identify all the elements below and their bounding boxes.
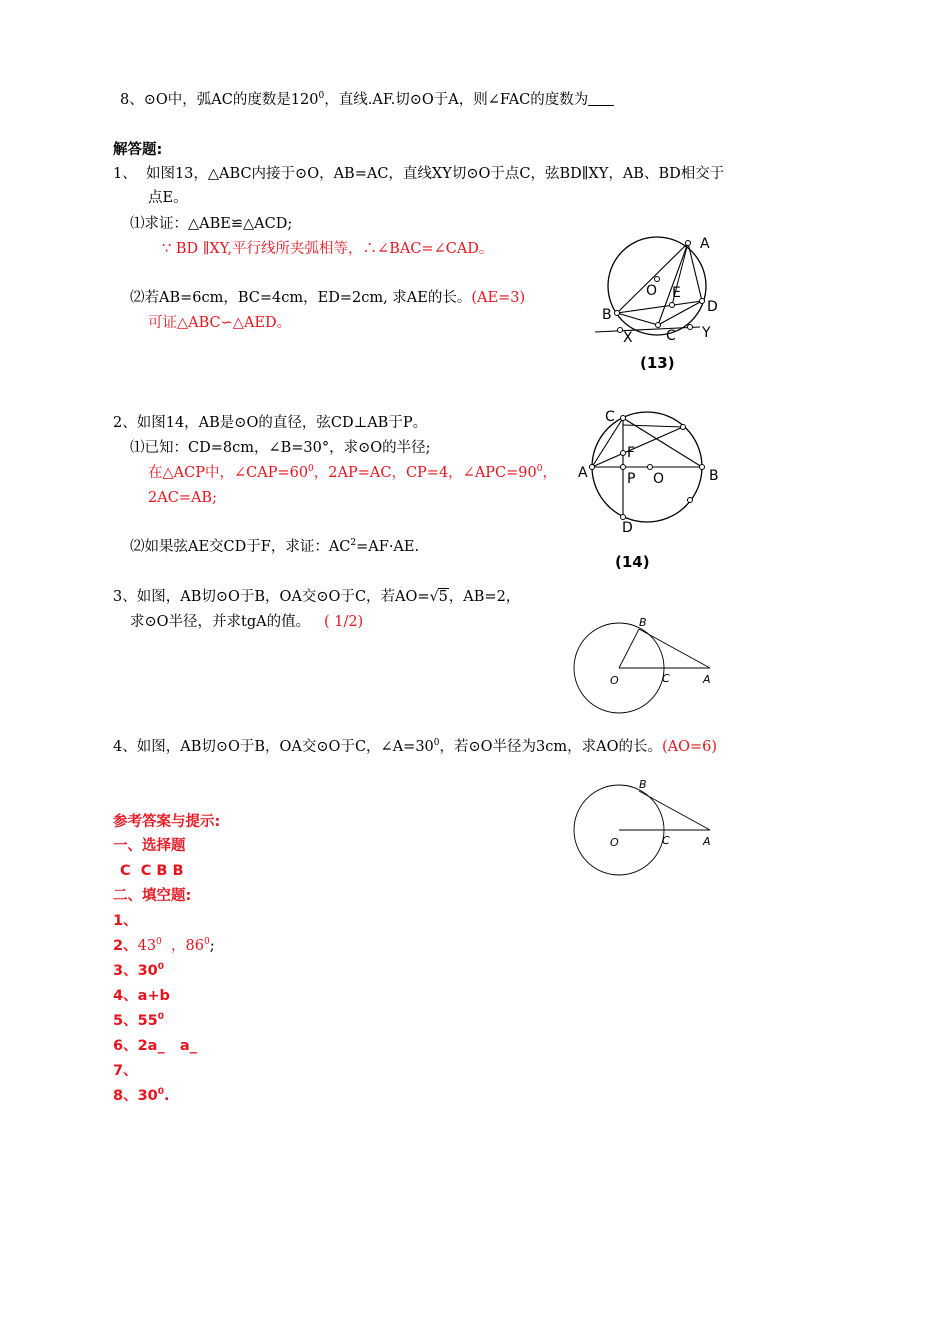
problem-number: 4、	[113, 739, 137, 755]
label-d: D	[622, 520, 633, 536]
problem-text: =AF·AE.	[356, 539, 420, 555]
problem-2-hint-2: 2AC=AB;	[148, 490, 217, 506]
point-mark	[688, 498, 693, 503]
point-b	[615, 311, 620, 316]
tangent-ab	[639, 791, 710, 830]
problem-number: 3、	[113, 589, 137, 605]
problem-text: 如图14，AB是⊙O的直径，弦CD⊥AB于P。	[136, 415, 428, 431]
problem-text: 如图，AB切⊙O于B，OA交⊙O于C，∠A=30	[136, 739, 434, 755]
superscript: 2	[350, 538, 357, 548]
fill-answer-8	[113, 1086, 170, 1106]
label-b: B	[639, 778, 647, 791]
superscript: 0	[157, 962, 165, 972]
choice-values: C C B B	[120, 863, 184, 879]
problem-1-line-1	[113, 164, 724, 184]
problem-2-hint-1	[148, 463, 557, 483]
label-a: A	[703, 835, 711, 848]
chord-bd	[617, 301, 702, 313]
figure-problem-4	[570, 772, 720, 882]
label-f: F	[627, 445, 636, 461]
section-title: 解答题:	[113, 142, 163, 158]
label-a: A	[578, 465, 588, 481]
point-c	[656, 323, 661, 328]
fill-answer-3	[113, 961, 164, 981]
label-b: B	[639, 616, 647, 629]
superscript: 0	[157, 1087, 165, 1097]
label-o: O	[646, 283, 658, 299]
problem-1-line-2: 点E。	[148, 190, 188, 206]
question-text: ，直线.AF.切⊙O于A，则∠FAC的度数为	[324, 92, 589, 108]
label-o: O	[610, 674, 619, 687]
point-d	[621, 515, 626, 520]
label-p: P	[627, 471, 636, 487]
answer-value: 30	[137, 963, 158, 979]
answer-number: 8、	[113, 1088, 138, 1104]
segment-bc	[617, 313, 658, 325]
segment-top	[623, 425, 683, 427]
tangent-line-xy	[595, 327, 700, 332]
problem-number: 2、	[113, 415, 137, 431]
label-a: A	[703, 673, 711, 686]
figure-14	[575, 405, 725, 575]
label-x: X	[623, 330, 633, 346]
point-y	[688, 325, 693, 330]
label-c: C	[662, 672, 670, 685]
label-b: B	[602, 307, 612, 323]
answer-value: 55	[137, 1013, 158, 1029]
problem-text: ，AB=2，	[448, 589, 521, 605]
tangent-ab	[639, 629, 710, 668]
problem-3-line-1	[113, 587, 520, 607]
superscript: 0	[157, 1012, 165, 1022]
label-d: D	[707, 299, 718, 315]
problem-1-part-2	[130, 288, 525, 308]
hint-text: 在△ACP中，∠CAP=60	[148, 465, 309, 481]
answer-value: ;	[209, 938, 215, 954]
answer-text: ( 1/2)	[323, 614, 364, 630]
answers-title: 参考答案与提示:	[113, 814, 221, 830]
segment-ac	[658, 243, 688, 325]
problem-2-part-1: ⑴已知：CD=8cm，∠B=30°，求⊙O的半径;	[130, 440, 431, 456]
superscript: 0	[318, 91, 325, 101]
label-o: O	[610, 836, 619, 849]
problem-2-part-2	[130, 537, 419, 557]
fill-answer-5	[113, 1011, 164, 1031]
answer-number: 7、	[113, 1063, 138, 1079]
answer-text: (AO=6)	[662, 739, 718, 755]
sqrt-value: 5	[438, 589, 448, 605]
label-c: C	[605, 409, 615, 425]
fill-answer-7	[113, 1061, 138, 1081]
hint-text: ，2AP=AC，CP=4，∠APC=90	[313, 465, 537, 481]
point-o	[655, 277, 660, 282]
problem-3-line-2	[130, 612, 363, 632]
point-e	[681, 425, 686, 430]
label-c: C	[662, 834, 670, 847]
fill-title: 二、填空题:	[113, 888, 192, 904]
answer-value: 30	[137, 1088, 158, 1104]
hint-text: ，	[542, 465, 557, 481]
point-c	[621, 416, 626, 421]
choice-title: 一、选择题	[113, 838, 186, 854]
answer-text: (AE=3)	[471, 290, 526, 306]
sqrt-expression: √ 5	[429, 589, 448, 605]
label-o: O	[653, 471, 665, 487]
answer-number: 5、	[113, 1013, 138, 1029]
label-e: E	[672, 285, 681, 301]
answer-value: .	[164, 1088, 170, 1104]
superscript: 0	[156, 937, 162, 947]
problem-4	[113, 737, 717, 757]
point-b	[700, 465, 705, 470]
point-e	[670, 303, 675, 308]
figure-problem-3	[570, 610, 720, 720]
point-f	[621, 451, 626, 456]
problem-text: ⑵若AB=6cm，BC=4cm，ED=2cm, 求AE的长。	[130, 290, 472, 306]
answer-value: 2a_ a_	[137, 1038, 197, 1054]
fill-answer-1	[113, 911, 138, 931]
problem-text: 如图13，△ABC内接于⊙O，AB=AC，直线XY切⊙O于点C，弦BD∥XY，AB、BD相交于	[145, 166, 725, 182]
problem-1-part-2-hint: 可证△ABC∽△AED。	[148, 315, 292, 331]
fill-answer-4	[113, 986, 170, 1006]
answer-number: 2、	[113, 938, 138, 954]
problem-text: 求⊙O半径，并求tgA的值。	[130, 614, 311, 630]
label-b: B	[709, 468, 719, 484]
problem-text: ⑵如果弦AE交CD于F，求证：AC	[130, 539, 351, 555]
question-text: ⊙O中，弧AC的度数是120	[143, 92, 319, 108]
point-d	[700, 299, 705, 304]
figure-caption: (14)	[615, 553, 650, 571]
segment-ab	[617, 243, 688, 313]
superscript: 0	[308, 464, 314, 474]
segment-ob	[619, 629, 639, 668]
figure-caption: (13)	[640, 354, 675, 372]
answer-value: 43	[137, 938, 157, 954]
problem-1-part-1: ⑴求证：△ABE≌△ACD;	[130, 216, 293, 232]
figure-13	[590, 235, 725, 380]
answer-value: a+b	[137, 988, 170, 1004]
answer-value: ，86	[161, 938, 204, 954]
point-x	[618, 328, 623, 333]
superscript: 0	[536, 464, 543, 474]
question-number: 8、	[120, 92, 144, 108]
label-y: Y	[702, 325, 711, 341]
problem-2-line-1	[113, 413, 427, 433]
answer-number: 6、	[113, 1038, 138, 1054]
point-o	[648, 465, 653, 470]
answer-number: 1、	[113, 913, 138, 929]
problem-text: ，若⊙O半径为3cm，求AO的长。	[439, 739, 662, 755]
label-a: A	[700, 236, 710, 252]
answer-blank	[588, 91, 614, 106]
problem-number: 1、	[113, 166, 137, 182]
answer-number: 4、	[113, 988, 138, 1004]
problem-1-part-1-hint: ∵ BD ∥XY,平行线所夹弧相等，∴∠BAC=∠CAD。	[162, 241, 494, 257]
point-a	[686, 241, 691, 246]
answer-number: 3、	[113, 963, 138, 979]
point-p	[621, 465, 626, 470]
fill-answer-2	[113, 936, 215, 956]
superscript: 0	[433, 738, 440, 748]
label-c: C	[666, 328, 676, 344]
fill-answer-6	[113, 1036, 197, 1056]
point-a	[590, 465, 595, 470]
superscript: 0	[203, 937, 210, 947]
problem-text: 如图，AB切⊙O于B，OA交⊙O于C，若AO=	[136, 589, 430, 605]
question-8	[120, 90, 614, 110]
